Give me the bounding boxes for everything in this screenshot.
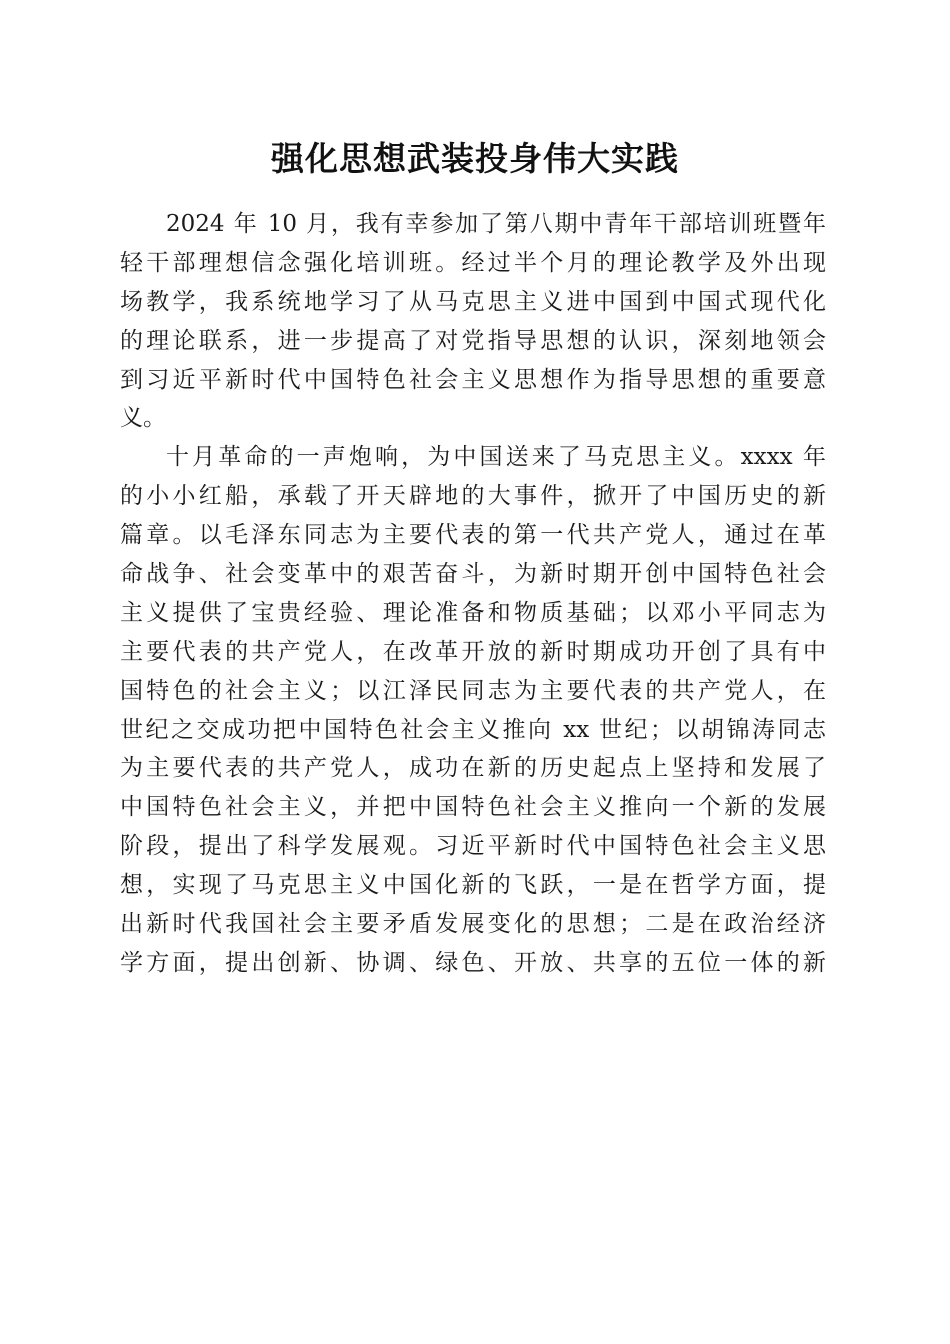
paragraph-1-line-4: 的理论联系，进一步提高了对党指导思想的认识，深刻地领会 [120, 327, 826, 354]
paragraph-2-line-11: 阶段，提出了科学发展观。习近平新时代中国特色社会主义思 [120, 833, 826, 860]
paragraph-2-line-5: 主义提供了宝贵经验、理论准备和物质基础；以邓小平同志为 [120, 599, 826, 626]
paragraph-2-line-2: 的小小红船，承载了开天辟地的大事件，掀开了中国历史的新 [120, 483, 826, 510]
paragraph-1-line-3: 场教学，我系统地学习了从马克思主义进中国到中国式现代化 [120, 288, 826, 315]
paragraph-2-line-10: 中国特色社会主义，并把中国特色社会主义推向一个新的发展 [120, 794, 826, 821]
paragraph-2-line-12: 想，实现了马克思主义中国化新的飞跃，一是在哲学方面，提 [120, 872, 826, 899]
paragraph-2-line-1: 十月革命的一声炮响，为中国送来了马克思主义。xxxx 年 [166, 444, 826, 471]
paragraph-2-line-13: 出新时代我国社会主要矛盾发展变化的思想；二是在政治经济 [120, 911, 826, 938]
paragraph-1-line-1: 2024 年 10 月，我有幸参加了第八期中青年干部培训班暨年 [166, 211, 826, 237]
paragraph-2-line-6: 主要代表的共产党人，在改革开放的新时期成功开创了具有中 [120, 638, 826, 665]
document-title: 强化思想武装投身伟大实践 [271, 139, 679, 178]
paragraph-1-line-2: 轻干部理想信念强化培训班。经过半个月的理论教学及外出现 [120, 249, 826, 276]
paragraph-2-line-9: 为主要代表的共产党人，成功在新的历史起点上坚持和发展了 [120, 755, 826, 782]
paragraph-2-line-8: 世纪之交成功把中国特色社会主义推向 xx 世纪；以胡锦涛同志 [120, 716, 826, 743]
paragraph-1-line-5: 到习近平新时代中国特色社会主义思想作为指导思想的重要意 [120, 366, 826, 393]
paragraph-2-line-3: 篇章。以毛泽东同志为主要代表的第一代共产党人，通过在革 [120, 522, 826, 549]
paragraph-2-line-7: 国特色的社会主义；以江泽民同志为主要代表的共产党人，在 [120, 677, 826, 704]
document-body [120, 205, 826, 983]
paragraph-2-line-14: 学方面，提出创新、协调、绿色、开放、共享的五位一体的新 [120, 949, 826, 976]
paragraph-2-line-4: 命战争、社会变革中的艰苦奋斗，为新时期开创中国特色社会 [120, 561, 826, 588]
paragraph-1-line-6: 义。 [120, 405, 166, 432]
